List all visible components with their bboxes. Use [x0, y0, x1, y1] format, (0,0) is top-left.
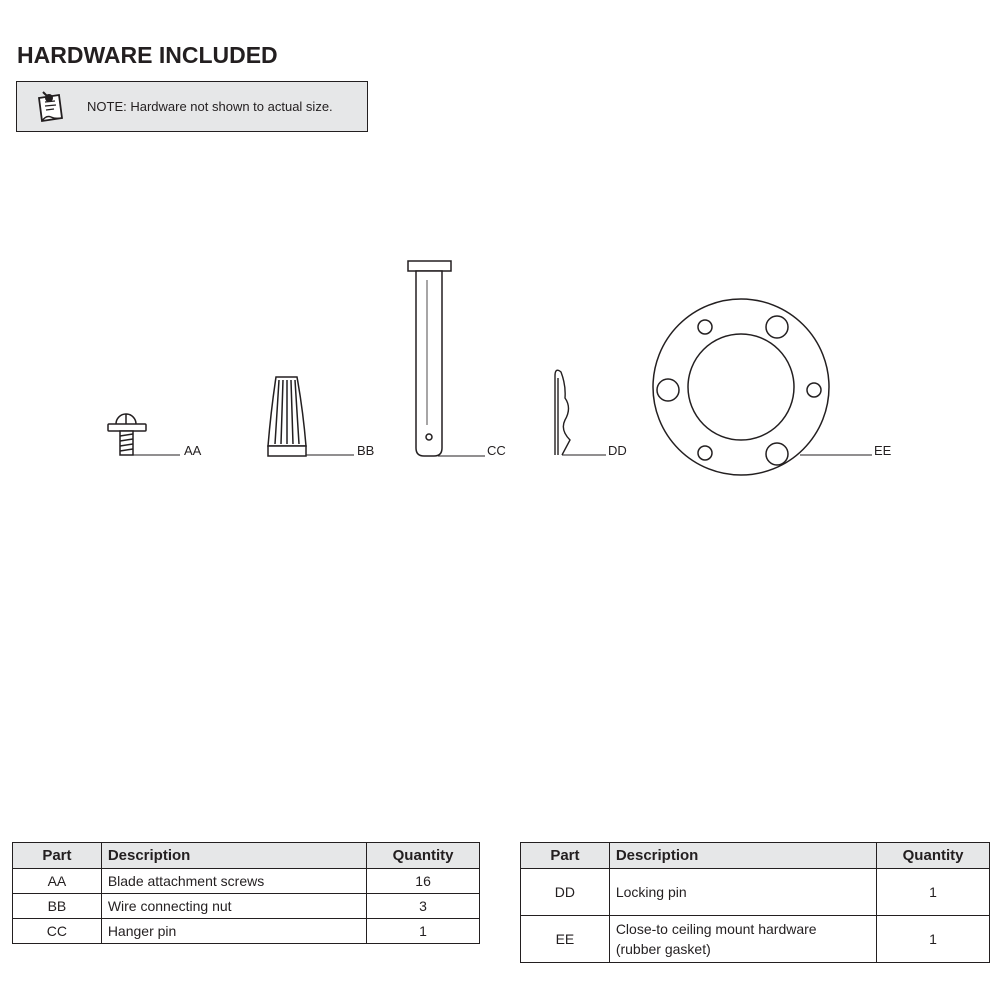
cell-description-line: Close-to ceiling mount hardware — [615, 921, 817, 937]
cell-quantity: 1 — [877, 916, 990, 963]
hardware-illustration — [0, 240, 1000, 480]
header-description: Description — [101, 843, 366, 869]
hanger-pin-icon — [408, 261, 485, 456]
label-bb: BB — [357, 443, 375, 458]
table-header-row — [521, 843, 990, 869]
screw-icon — [108, 414, 180, 455]
cell-quantity: 1 — [877, 869, 990, 916]
wire-nut-icon — [268, 377, 354, 456]
note-box — [16, 81, 368, 132]
cell-description: Blade attachment screws — [101, 869, 366, 894]
header-quantity: Quantity — [367, 843, 480, 869]
cell-part: AA — [13, 869, 102, 894]
table-row — [521, 869, 990, 916]
header-quantity: Quantity — [877, 843, 990, 869]
table-row — [13, 894, 480, 919]
locking-pin-icon — [555, 370, 606, 455]
cell-part: DD — [521, 869, 610, 916]
rubber-gasket-icon — [653, 299, 872, 475]
cell-quantity: 16 — [367, 869, 480, 894]
table-row — [13, 919, 480, 944]
cell-part: EE — [521, 916, 610, 963]
note-text: NOTE: Hardware not shown to actual size. — [87, 99, 333, 114]
label-ee: EE — [874, 443, 892, 458]
parts-table-right — [520, 842, 990, 963]
label-aa: AA — [184, 443, 202, 458]
parts-table-left — [12, 842, 480, 944]
cell-part: BB — [13, 894, 102, 919]
table-row — [521, 916, 990, 963]
label-dd: DD — [608, 443, 627, 458]
cell-description — [609, 916, 876, 963]
cell-description: Wire connecting nut — [101, 894, 366, 919]
cell-quantity: 3 — [367, 894, 480, 919]
page-title: HARDWARE INCLUDED — [17, 42, 278, 68]
header-part: Part — [13, 843, 102, 869]
cell-quantity: 1 — [367, 919, 480, 944]
label-cc: CC — [487, 443, 506, 458]
cell-description-line: (rubber gasket) — [615, 941, 711, 957]
header-description: Description — [609, 843, 876, 869]
cell-description: Hanger pin — [101, 919, 366, 944]
header-part: Part — [521, 843, 610, 869]
table-header-row — [13, 843, 480, 869]
table-row — [13, 869, 480, 894]
note-pin-icon — [33, 90, 69, 124]
cell-description: Locking pin — [609, 869, 876, 916]
cell-part: CC — [13, 919, 102, 944]
